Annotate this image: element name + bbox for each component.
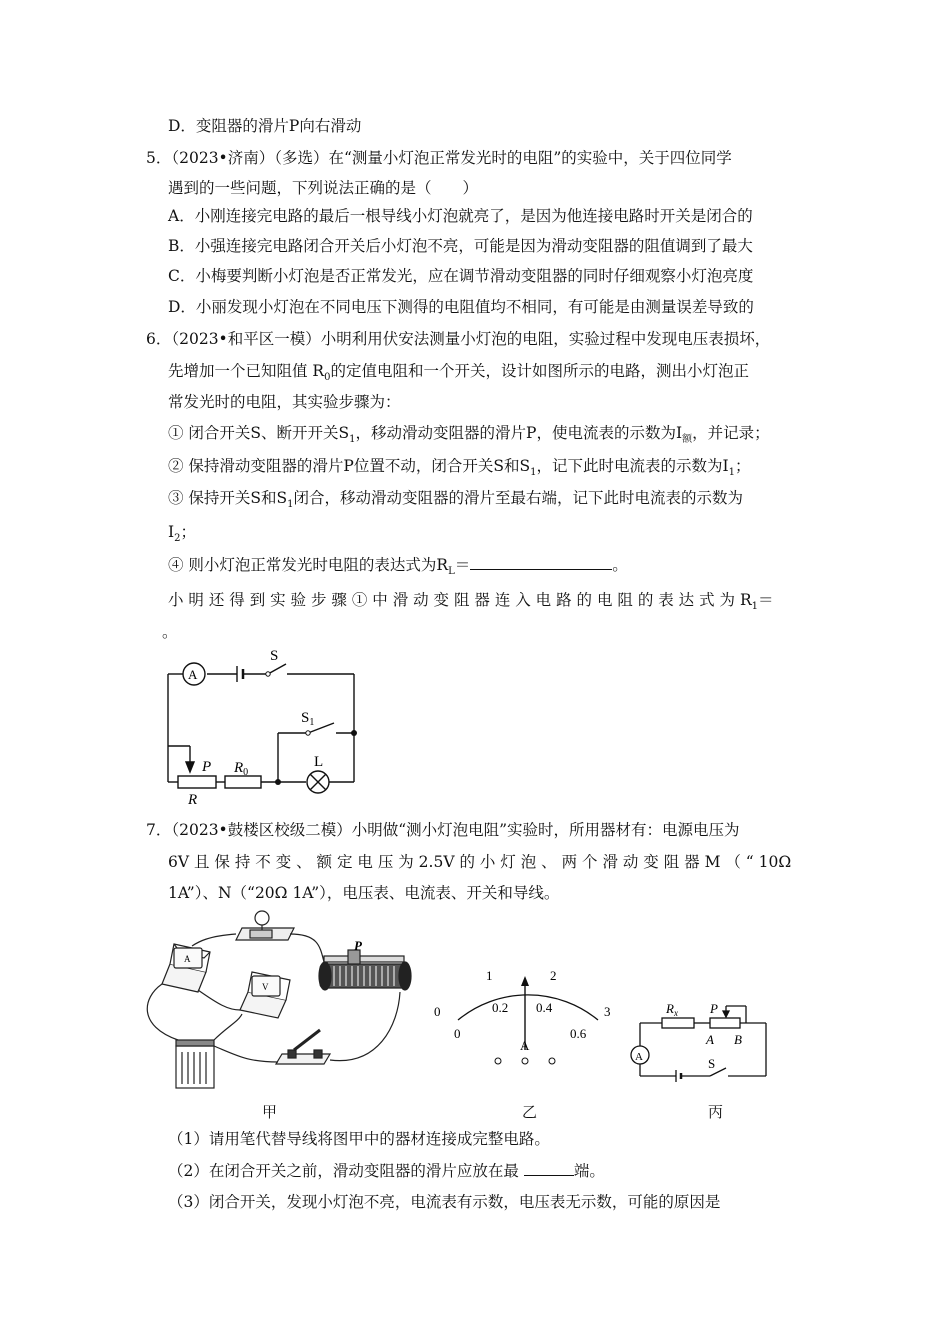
svg-text:R: R	[188, 792, 198, 808]
answer-blank-rl[interactable]	[470, 569, 612, 570]
svg-text:V: V	[262, 982, 269, 992]
svg-text:A: A	[188, 667, 198, 682]
q5-option-d: D．小丽发现小灯泡在不同电压下测得的电阻值均不相同，有可能是由测量误差导致的	[168, 298, 754, 316]
svg-text:R0: $R_0$	[234, 760, 249, 778]
q6-step3-cont: $I_2$；	[168, 523, 197, 545]
q7-ammeter-dial	[430, 962, 620, 1072]
svg-text:3: 3	[604, 1004, 611, 1019]
caption-jia: 甲	[262, 1103, 278, 1121]
svg-text:L: L	[314, 754, 324, 770]
svg-text:Rx: $R_x$	[666, 1001, 678, 1018]
q5-option-c: C．小梅要判断小灯泡是否正常发光，应在调节滑动变阻器的同时仔细观察小灯泡亮度	[168, 267, 754, 285]
svg-text:A: A	[184, 954, 191, 964]
svg-text:P: P	[710, 1001, 718, 1016]
q7-circuit-diagram	[626, 996, 776, 1088]
svg-text:0.6: 0.6	[570, 1026, 587, 1041]
caption-bing: 丙	[708, 1103, 724, 1121]
q5-option-b: B．小强连接完电路闭合开关后小灯泡不亮，可能是因为滑动变阻器的阻值调到了最大	[168, 237, 753, 255]
q7-stem-line1: 7．（2023•鼓楼区校级二模）小明做“测小灯泡电阻”实验时，所用器材有：电源电压为	[146, 821, 740, 839]
caption-yi: 乙	[522, 1103, 538, 1121]
q6-step5: 小 明 还 得 到 实 验 步 骤 ① 中 滑 动 变 阻 器 连 入 电 路 的 电 阻 的 表 达 式 为 $R_1=$	[168, 591, 774, 613]
q7-apparatus-figure	[138, 906, 428, 1096]
svg-text:1: 1	[486, 968, 493, 983]
svg-text:P: P	[202, 759, 212, 775]
q5-stem-line2: 遇到的一些问题，下列说法正确的是（ ）	[168, 179, 479, 197]
svg-text:0: 0	[434, 1004, 441, 1019]
svg-text:S: S	[708, 1056, 716, 1071]
q6-stem-line1: 6．（2023•和平区一模）小明利用伏安法测量小灯泡的电阻，实验过程中发现电压表损坏，	[146, 330, 771, 348]
svg-text:0.4: 0.4	[536, 1000, 553, 1015]
svg-text:S1: $S_1$	[301, 710, 315, 728]
q6-circuit-diagram	[150, 642, 370, 810]
svg-text:S: S	[270, 648, 279, 664]
q7-part1: （1）请用笔代替导线将图甲中的器材连接成完整电路。	[168, 1130, 550, 1148]
q6-stem-line3: 常发光时的电阻，其实验步骤为：	[168, 393, 401, 411]
q7-part2: （2）在闭合开关之前，滑动变阻器的滑片应放在最 端。	[168, 1162, 605, 1180]
svg-text:0: 0	[454, 1026, 461, 1041]
q6-step4: ④ 则小灯泡正常发光时电阻的表达式为$R_L=$ 。	[168, 556, 628, 578]
q7-stem-line3: 1A”）、N（“20Ω 1A”），电压表、电流表、开关和导线。	[168, 884, 560, 902]
svg-text:A: A	[635, 1051, 643, 1063]
q4-option-d: D．变阻器的滑片P向右滑动	[168, 117, 362, 135]
q5-stem-line1: 5．（2023•济南）（多选）在“测量小灯泡正常发光时的电阻”的实验中，关于四位同学	[146, 149, 732, 167]
svg-text:A: A	[520, 1038, 530, 1053]
svg-text:B: B	[734, 1032, 742, 1047]
answer-blank-end[interactable]	[524, 1175, 574, 1176]
q7-stem-line2: 6V 且 保 持 不 变 、 额 定 电 压 为 2.5V 的 小 灯 泡 、 两 个 滑 动 变 阻 器 M （ “ 10Ω	[168, 853, 792, 871]
q6-step1: ① 闭合开关S、断开开关$S_1$，移动滑动变阻器的滑片P，使电流表的示数为$I_额$，并记录；	[168, 424, 770, 446]
svg-text:0.2: 0.2	[492, 1000, 509, 1015]
svg-text:P: P	[354, 938, 362, 953]
q6-step2: ② 保持滑动变阻器的滑片P位置不动，闭合开关S和$S_1$，记下此时电流表的示数为$I_1$；	[168, 457, 751, 479]
q6-step5-end: 。	[162, 623, 178, 641]
svg-text:2: 2	[550, 968, 557, 983]
q7-part3: （3）闭合开关，发现小灯泡不亮，电流表有示数，电压表无示数，可能的原因是	[168, 1193, 721, 1211]
q5-option-a: A．小刚连接完电路的最后一根导线小灯泡就亮了，是因为他连接电路时开关是闭合的	[168, 207, 753, 225]
q6-step3: ③ 保持开关S和$S_1$闭合，移动滑动变阻器的滑片至最右端，记下此时电流表的示数为	[168, 489, 744, 511]
svg-text:A: A	[706, 1032, 714, 1047]
q6-stem-line2: 先增加一个已知阻值 $R_0$的定值电阻和一个开关，设计如图所示的电路，测出小灯泡正	[168, 362, 749, 384]
